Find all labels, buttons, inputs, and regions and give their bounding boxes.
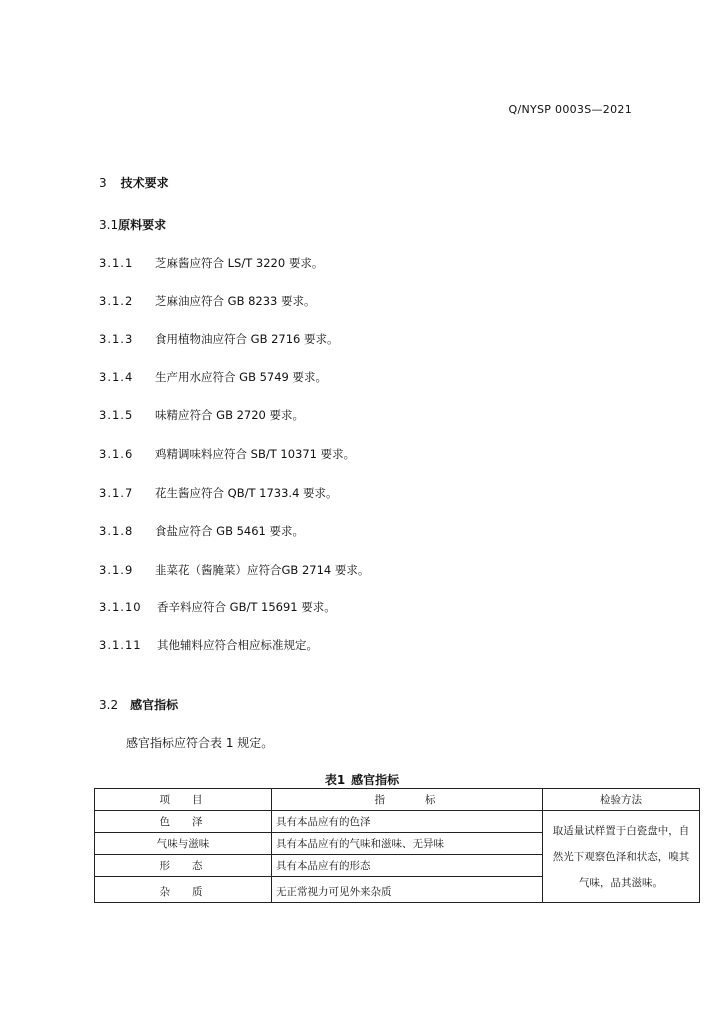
item-text: 生产用水应符合 GB 5749 要求。 <box>155 370 328 384</box>
list-item <box>99 562 369 578</box>
cell-indicator: 具有本品应有的色泽 <box>272 811 543 833</box>
table-caption <box>0 771 724 788</box>
table-number: 表1 <box>324 773 346 787</box>
item-text: 韭菜花（酱腌菜）应符合GB 2714 要求。 <box>155 563 370 577</box>
cell-indicator: 无正常视力可见外来杂质 <box>272 877 543 903</box>
list-item <box>99 485 338 501</box>
item-number: 3.1.4 <box>99 370 134 384</box>
document-code: Q/NYSP 0003S—2021 <box>508 103 632 116</box>
header-item: 项目 <box>95 789 272 811</box>
cell-method: 取适量试样置于白瓷盘中，自然光下观察色泽和状态，嗅其气味，品其滋味。 <box>543 811 700 903</box>
list-item <box>99 599 336 615</box>
item-number: 3.1.9 <box>99 563 134 577</box>
list-item <box>99 369 327 385</box>
cell-indicator: 具有本品应有的形态 <box>272 855 543 877</box>
item-number: 3.1.8 <box>99 524 134 538</box>
item-number: 3.1.11 <box>99 638 142 652</box>
section-number: 3.2 <box>99 698 119 712</box>
list-item <box>99 446 355 462</box>
item-text: 芝麻酱应符合 LS/T 3220 要求。 <box>155 256 324 270</box>
section-title: 原料要求 <box>118 218 167 232</box>
item-text: 芝麻油应符合 GB 8233 要求。 <box>155 294 316 308</box>
header-method: 检验方法 <box>543 789 700 811</box>
section-number: 3.1 <box>99 218 119 232</box>
list-item <box>99 637 318 653</box>
item-number: 3.1.10 <box>99 600 142 614</box>
list-item <box>99 523 304 539</box>
item-number: 3.1.2 <box>99 294 134 308</box>
cell-item: 形态 <box>95 855 272 877</box>
item-text: 食用植物油应符合 GB 2716 要求。 <box>155 332 339 346</box>
table-header-row <box>95 789 700 811</box>
item-number: 3.1.7 <box>99 486 134 500</box>
item-number: 3.1.5 <box>99 408 134 422</box>
item-text: 花生酱应符合 QB/T 1733.4 要求。 <box>155 486 338 500</box>
item-number: 3.1.3 <box>99 332 134 346</box>
item-number: 3.1.6 <box>99 447 134 461</box>
section-3-heading <box>99 174 169 191</box>
item-text: 香辛料应符合 GB/T 15691 要求。 <box>157 600 336 614</box>
item-text: 鸡精调味料应符合 SB/T 10371 要求。 <box>155 447 356 461</box>
item-number: 3.1.1 <box>99 256 134 270</box>
table-row <box>95 811 700 833</box>
cell-item: 气味与滋味 <box>95 833 272 855</box>
sensory-table <box>94 788 700 903</box>
cell-item: 杂质 <box>95 877 272 903</box>
list-item <box>99 255 323 271</box>
cell-item: 色泽 <box>95 811 272 833</box>
item-text: 其他辅料应符合相应标准规定。 <box>157 638 318 652</box>
item-text: 食盐应符合 GB 5461 要求。 <box>155 524 305 538</box>
table-title: 感官指标 <box>351 773 400 787</box>
list-item <box>99 407 304 423</box>
section-number: 3 <box>99 176 107 190</box>
section-title: 技术要求 <box>120 176 169 190</box>
item-text: 味精应符合 GB 2720 要求。 <box>155 408 305 422</box>
section-title: 感官指标 <box>130 698 179 712</box>
list-item <box>99 293 316 309</box>
section-3-2-heading <box>99 696 178 713</box>
section-3-1-heading <box>99 216 166 233</box>
sensory-intro-paragraph: 感官指标应符合表 1 规定。 <box>126 736 274 750</box>
cell-indicator: 具有本品应有的气味和滋味、无异味 <box>272 833 543 855</box>
list-item <box>99 331 339 347</box>
header-indicator: 指标 <box>272 789 543 811</box>
